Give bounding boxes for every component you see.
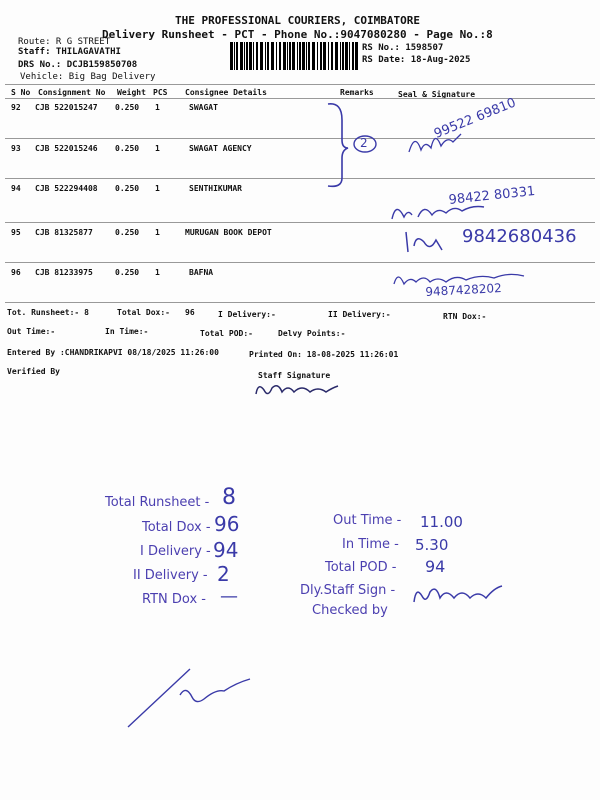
row-consignee: SWAGAT [189,103,218,112]
stamp-total-pod: Total POD - [325,560,397,575]
barcode-bar [256,42,258,70]
barcode-bar [320,42,322,70]
barcode-bar [271,42,274,70]
col-consignee: Consignee Details [185,88,267,97]
row-weight: 0.250 [115,184,140,193]
barcode-bar [328,42,329,70]
value-out-time: 11.00 [420,513,463,531]
col-sno: S No [11,88,31,97]
row-pcs: 1 [155,228,160,237]
row-sno: 94 [11,184,21,193]
total-pod: Total POD:- [200,329,253,338]
row-sno: 95 [11,228,21,237]
stamp-ii-delivery: II Delivery - [133,568,208,583]
barcode-bar [349,42,350,70]
barcode-bar [302,42,305,70]
i-delivery: I Delivery:- [218,310,276,319]
vehicle: Vehicle: Big Bag Delivery [20,72,156,82]
stamp-out-time: Out Time - [333,513,402,528]
barcode-bar [289,42,291,70]
col-pcs: PCS [153,88,168,97]
route: Route: R G STREET [18,37,111,47]
value-total-pod: 94 [425,557,446,576]
barcode-bar [234,42,235,70]
barcode-bar [299,42,301,70]
barcode-bar [312,42,315,70]
staff-signature [252,380,342,402]
barcode-bar [323,42,326,70]
stamp-total-runsheet: Total Runsheet - [105,495,210,510]
stamp-i-delivery: I Delivery - [140,544,211,559]
staff-signature-label: Staff Signature [258,371,331,380]
barcode-bar [355,42,358,70]
stamp-rtn-dox: RTN Dox - [142,592,206,607]
verified-by: Verified By [7,367,60,376]
row-weight: 0.250 [115,103,140,112]
barcode-bar [236,42,238,70]
row-pcs: 1 [155,268,160,277]
barcode-bar [340,42,341,70]
handwritten-phone-2: 98422 80331 [448,183,536,208]
stamp-checked-by: Checked by [312,603,388,618]
row-sno: 96 [11,268,21,277]
barcode-bar [352,42,354,70]
company-title: THE PROFESSIONAL COURIERS, COIMBATORE [175,14,421,27]
value-total-runsheet: 8 [222,485,236,510]
row-consignment: CJB 81325877 [35,228,93,237]
row-consignee: MURUGAN BOOK DEPOT [185,228,272,237]
barcode-bar [317,42,318,70]
printed-on: Printed On: 18-08-2025 11:26:01 [249,350,399,359]
rs-no: RS No.: 1598507 [362,43,444,53]
handwritten-phone-3: 9842680436 [462,226,577,247]
barcode-bar [335,42,338,70]
row-consignee: SWAGAT AGENCY [189,144,252,153]
barcode [230,42,358,70]
barcode-bar [260,42,263,70]
row-consignment: CJB 81233975 [35,268,93,277]
row-sno: 92 [11,103,21,112]
barcode-bar [267,42,269,70]
checked-by-signature [120,665,260,735]
col-consignment: Consignment No [38,88,106,97]
delvy-points: Delvy Points:- [278,329,346,338]
table-row [5,138,595,179]
barcode-bar [308,42,310,70]
stamp-dly-staff-sign: Dly.Staff Sign - [300,583,396,598]
row-weight: 0.250 [115,268,140,277]
total-dox-label: Total Dox:- [117,308,170,317]
stamp-in-time: In Time - [342,537,399,552]
runsheet-subtitle: Delivery Runsheet - PCT - Phone No.:9047080280 - Page No.:8 [102,28,493,41]
row-pcs: 1 [155,184,160,193]
staff: Staff: THILAGAVATHI [18,47,121,57]
barcode-bar [230,42,233,70]
barcode-bar [331,42,333,70]
drs-no: DRS No.: DCJB159850708 [18,60,138,70]
barcode-bar [297,42,298,70]
tot-runsheet: Tot. Runsheet:- 8 [7,308,89,317]
row-pcs: 1 [155,103,160,112]
rtn-dox: RTN Dox:- [443,312,487,321]
barcode-bar [246,42,248,70]
barcode-bar [249,42,252,70]
row-consignee: SENTHIKUMAR [189,184,242,193]
barcode-bar [345,42,348,70]
value-total-dox: 96 [214,512,240,536]
col-seal-signature: Seal & Signature [398,90,476,99]
out-time: Out Time:- [7,327,56,336]
stamp-total-dox: Total Dox - [142,520,211,535]
col-remarks: Remarks [340,88,374,97]
ii-delivery: II Delivery:- [328,310,391,319]
in-time: In Time:- [105,327,149,336]
row-weight: 0.250 [115,228,140,237]
value-in-time: 5.30 [415,536,449,554]
barcode-bar [276,42,277,70]
barcode-bar [287,42,288,70]
barcode-bar [306,42,307,70]
row-consignee: BAFNA [189,268,214,277]
barcode-bar [279,42,281,70]
row-consignment: CJB 522015247 [35,103,98,112]
barcode-bar [342,42,344,70]
barcode-bar [265,42,266,70]
rs-date: RS Date: 18-Aug-2025 [362,55,471,65]
barcode-bar [244,42,245,70]
remarks-bracket [320,100,380,190]
value-i-delivery: 94 [213,538,239,562]
dly-staff-signature [410,582,510,612]
row-consignment: CJB 522015246 [35,144,98,153]
barcode-bar [253,42,254,70]
entered-by: Entered By :CHANDRIKAPVI 08/18/2025 11:26:00 [7,348,219,357]
value-ii-delivery: 2 [217,562,230,586]
row-weight: 0.250 [115,144,140,153]
barcode-bar [292,42,295,70]
remarks-mark: 2 [360,136,368,150]
handwritten-phone-1: 99522 69810 [432,95,519,142]
handwritten-phone-4: 9487428202 [425,281,502,299]
row-pcs: 1 [155,144,160,153]
col-weight: Weight [117,88,146,97]
value-rtn-dox: — [220,586,238,607]
total-dox-value: 96 [185,308,195,317]
row-consignment: CJB 522294408 [35,184,98,193]
barcode-bar [283,42,286,70]
barcode-bar [240,42,243,70]
row-sno: 93 [11,144,21,153]
